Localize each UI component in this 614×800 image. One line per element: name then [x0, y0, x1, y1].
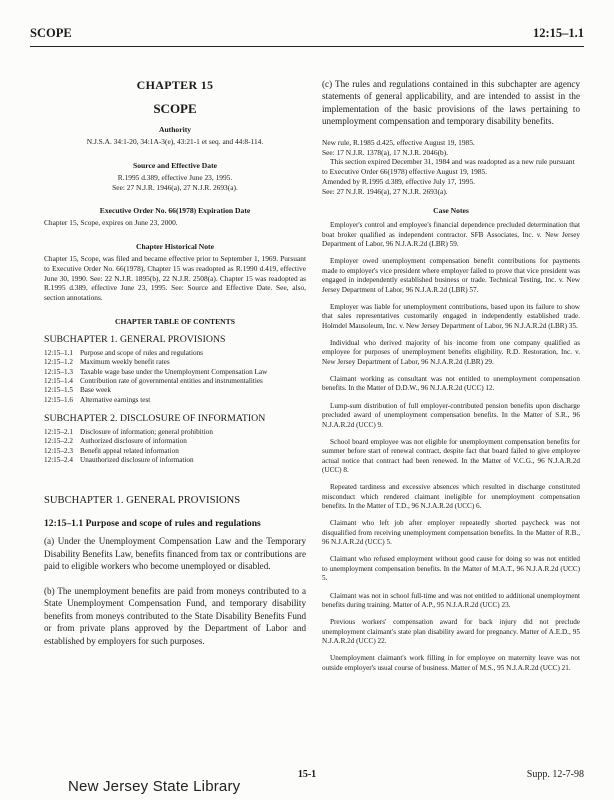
case-note: Lump-sum distribution of full employer-contributed pension benefits upon discharge precluded award of unemployment compensation benefits. In the Matter of S.R., 96 N.J.A.R.2d (UCC) 9. [322, 401, 580, 429]
history-line: See: 27 N.J.R. 1946(a), 27 N.J.R. 2693(a). [322, 186, 448, 196]
authority-text: N.J.S.A. 34:1-20, 34:1A-3(e), 43:21-1 et seq. and 44:8-114. [86, 137, 264, 146]
paragraph-c: (c) The rules and regulations contained in this subchapter are agency statements of general applicability, and are intended to assist in the implementation of the basic provisions of the laws pertaining to unemployment compensation and temporary disability benefits. [322, 79, 580, 127]
authority-title: Authority [158, 125, 192, 134]
page-header [30, 14, 584, 47]
section-title: 12:15–1.1 Purpose and scope of rules and regulations [44, 518, 261, 530]
header-left: SCOPE [30, 26, 72, 40]
toc-item-text: Authorized disclosure of information [80, 437, 187, 446]
history-line: This section expired December 31, 1984 and was readopted as a new rule pursuant to Executive Order 66(1978) effective August 19, 1985. [322, 157, 575, 177]
toc-item-text: Purpose and scope of rules and regulations [80, 348, 203, 357]
case-note: Repeated tardiness and excessive absences which resulted in discharge constituted misconduct which rendered claimant ineligible for unemployment compensation benefits. In the Matter of T.D., 96 N.J.A.R.2d (UCC) 6. [322, 483, 580, 511]
case-note: Unemployment claimant's work filling in for employee on maternity leave was not outside employer's usual course of business. Matter of M.S., 95 N.J.A.R.2d (UCC) 21. [322, 654, 580, 672]
case-note: Claimant who refused employment without good cause for doing so was not entitled to unemployment compensation benefits. In the Matter of M.A.T., 96 N.J.A.R.2d (UCC) 5. [322, 555, 580, 583]
toc-item-text: Taxable wage base under the Unemployment Compensation Law [80, 367, 268, 376]
library-logo: New Jersey State Library [68, 778, 241, 795]
history-title: Chapter Historical Note [136, 242, 214, 252]
toc-item [44, 447, 306, 456]
toc-item [44, 377, 306, 386]
toc-subchapter-2-title: SUBCHAPTER 2. DISCLOSURE OF INFORMATION [44, 413, 266, 425]
case-note: Claimant working as consultant was not entitled to unemployment compensation benefits. In the Matter of D.D.W., 96 N.J.A.R.2d (UCC) 12. [322, 375, 580, 393]
scope-title: SCOPE [153, 101, 197, 116]
toc-item-number: 12:15–1.2 [44, 358, 73, 367]
source-line-1: R.1995 d.389, effective June 23, 1995. [117, 172, 233, 182]
toc-item-number: 12:15–1.1 [44, 348, 73, 357]
toc-item-text: Alternative earnings test [80, 395, 151, 404]
expiration-title: Executive Order No. 66(1978) Expiration Date [99, 206, 251, 216]
toc-item-number: 12:15–2.2 [44, 437, 73, 446]
case-note: Employer was liable for unemployment contributions, based upon its failure to show that sales representatives customarily engaged in independently established trade. Holmdel Mausoleum, Inc. v. New Jersey Department of Labor, 96 N.J.A.R.2d (LBR) 35. [322, 302, 580, 330]
history-line: New rule, R.1985 d.425, effective August 19, 1985. [322, 137, 475, 147]
supplement-date: Supp. 12-7-98 [526, 769, 584, 780]
authority-block [44, 125, 306, 147]
toc-subchapter-1-title: SUBCHAPTER 1. GENERAL PROVISIONS [44, 333, 226, 345]
toc-item [44, 349, 306, 358]
header-right: 12:15–1.1 [532, 26, 584, 40]
toc-item-number: 12:15–2.4 [44, 456, 73, 465]
case-notes-list [322, 221, 580, 673]
case-note: Claimant who left job after employer repeatedly shorted paycheck was not disqualified from receiving unemployment compensation benefits. In the Matter of R.B., 96 N.J.A.R.2d (UCC) 5. [322, 519, 580, 547]
history-line: Amended by R.1995 d.389, effective July 17, 1995. [322, 176, 475, 186]
case-notes-title: Case Notes [433, 206, 469, 216]
toc-item-number: 12:15–2.1 [44, 428, 73, 437]
toc-item [44, 368, 306, 377]
section-heading: SUBCHAPTER 1. GENERAL PROVISIONS [44, 495, 241, 507]
source-block [44, 161, 306, 193]
toc-item [44, 437, 306, 446]
paragraph-a: (a) Under the Unemployment Compensation Law and the Temporary Disability Benefits Law, benefits financed from tax or contributions are paid to eligible workers who become unemployed or disabled. [44, 536, 306, 572]
page-number: 15-1 [297, 769, 317, 780]
toc-item [44, 428, 306, 437]
case-note: Claimant was not in school full-time and was not entitled to additional unemployment benefits during training. Matter of A.P., 95 N.J.A.R.2d (UCC) 23. [322, 591, 580, 609]
section-history [322, 138, 580, 197]
toc-item-text: Contribution rate of governmental entities and instrumentalities [80, 376, 263, 385]
toc-item [44, 456, 306, 465]
toc-item-text: Benefit appeal related information [80, 446, 179, 455]
expiration-block [44, 206, 306, 228]
right-column [322, 78, 580, 681]
toc-item-number: 12:15–1.5 [44, 386, 73, 395]
case-note: Individual who derived majority of his income from one company qualified as employee for purposes of unemployment benefits eligibility. R.D. Restoration, Inc. v. New Jersey Department of Labor, 96 N.J.A.R.2d (LBR) 29. [322, 339, 580, 366]
toc-item [44, 358, 306, 367]
history-text: Chapter 15, Scope, was filed and became effective prior to September 1, 1969. Pursuant to Executive Order No. 66(1978), Chapter 15 was readopted as R.1990 d.419, effective June 30, 1990. See: 22 N.J.R. 1895(b), 22 N.J.R. 2508(a). Chapter 15 was readopted as R.1995 d.389, effective June 23, 1995. See: Source and Effective Date. See, also, section annotations. [44, 254, 306, 303]
chapter-title: CHAPTER 15 [136, 78, 214, 92]
toc-title: CHAPTER TABLE OF CONTENTS [115, 316, 235, 326]
toc-subchapter-1-list [44, 349, 306, 405]
left-column [44, 78, 306, 659]
toc-item [44, 396, 306, 405]
case-note: Previous workers' compensation award for back injury did not preclude unemployment claimant's state plan disability award for pregnancy. Matter of A.E.D., 95 N.J.A.R.2d (UCC) 22. [322, 618, 580, 645]
toc-item-text: Disclosure of information; general prohibition [80, 428, 213, 437]
toc-subchapter-2-list [44, 428, 306, 465]
expiration-text: Chapter 15, Scope, expires on June 23, 2000. [44, 218, 178, 228]
toc-item-number: 12:15–1.3 [44, 367, 73, 376]
case-note: Employer owed unemployment compensation benefit contributions for payments made to employer's vice president where employer failed to prove that vice president was engaged in independently established business or trade. Technical Testing, Inc. v. New Jersey Department of Labor, 96 N.J.A.R.2d (LBR) 57. [322, 257, 580, 294]
toc-item-number: 12:15–1.4 [44, 376, 73, 385]
history-block [44, 242, 306, 303]
history-line: See: 17 N.J.R. 1378(a), 17 N.J.R. 2046(b). [322, 147, 449, 157]
paragraph-b: (b) The unemployment benefits are paid from moneys contributed to a State Unemployment Compensation Fund, and temporary disability benefits from moneys contributed to the State Disability Benefits Fund or from private plans approved by the Department of Labor and established by employers for such purposes. [44, 585, 306, 646]
toc-item [44, 386, 306, 395]
toc-item-text: Maximum weekly benefit rates [80, 358, 170, 367]
toc-item-number: 12:15–2.3 [44, 446, 73, 455]
source-line-2: See: 27 N.J.R. 1946(a), 27 N.J.R. 2693(a). [112, 182, 238, 192]
case-note: Employer's control and employee's financial dependence precluded determination that boat broker qualified as independent contractor. SFB Associates, Inc. v. New Jersey Department of Labor, 96 N.J.A.R.2d (LBR) 59. [322, 221, 580, 249]
toc-item-text: Unauthorized disclosure of information [80, 456, 194, 465]
toc-item-text: Base week [80, 386, 111, 395]
source-title: Source and Effective Date [132, 160, 217, 170]
toc-item-number: 12:15–1.6 [44, 395, 73, 404]
case-note: School board employee was not eligible for unemployment compensation benefits for summer before start of renewal contract, despite fact that board failed to give employee actual notice that contract had been renewed. In the Matter of V.C.G., 96 N.J.A.R.2d (UCC) 8. [322, 437, 580, 474]
